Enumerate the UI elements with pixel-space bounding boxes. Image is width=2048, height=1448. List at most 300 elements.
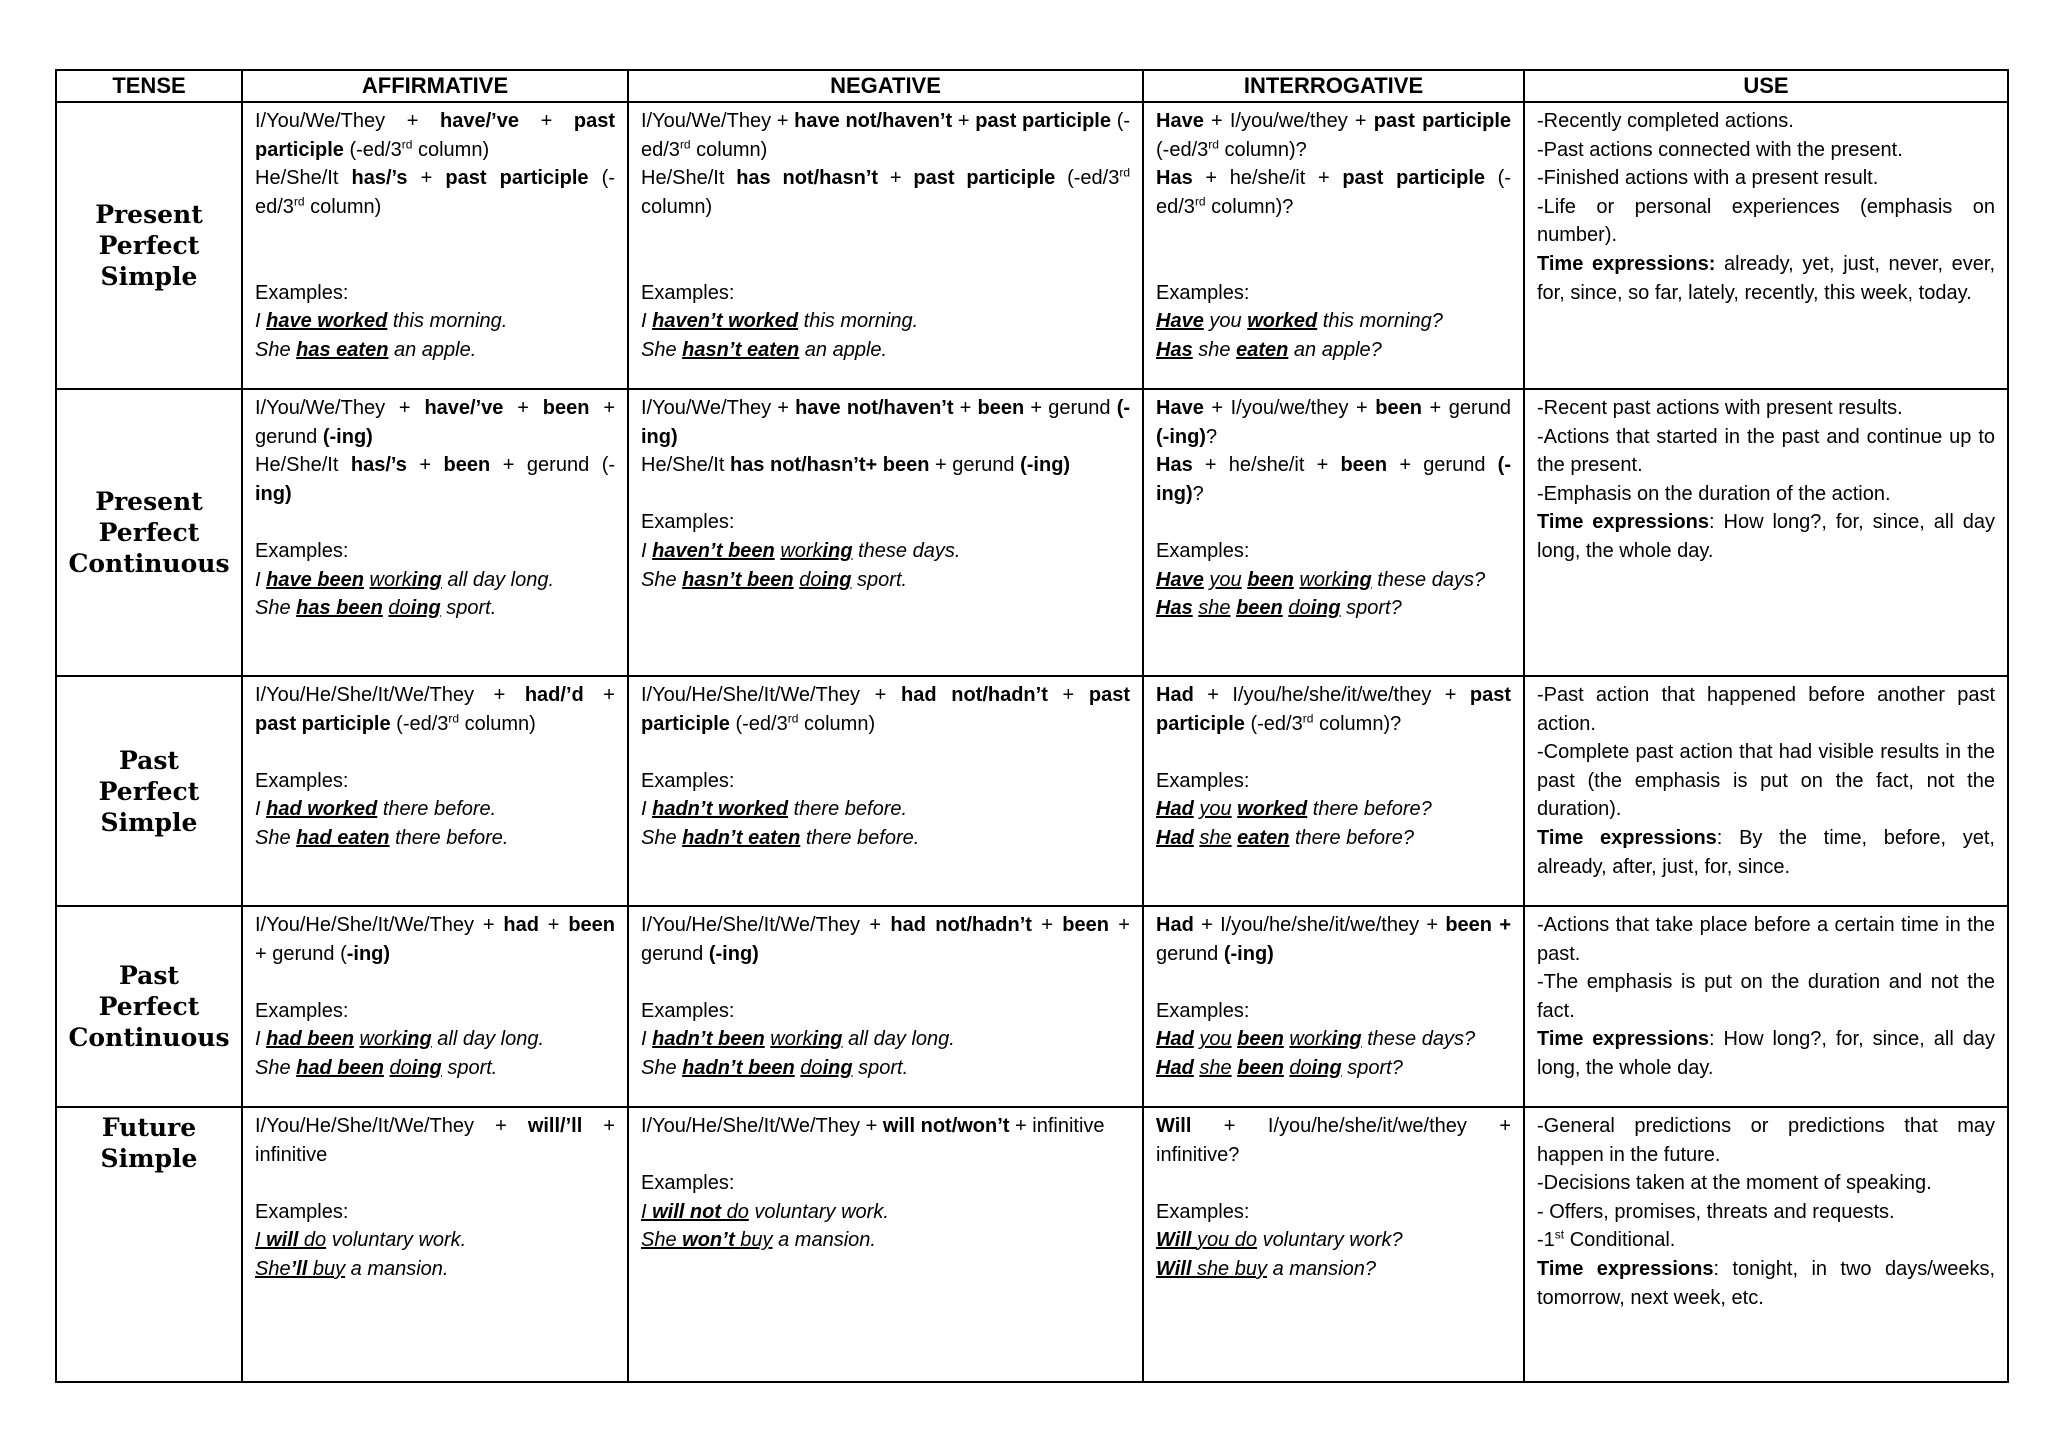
examples-label: Examples: — [255, 539, 349, 562]
row-future-simple — [56, 1107, 2008, 1382]
example-part: I — [641, 798, 647, 821]
tense-name — [56, 906, 242, 1107]
tense-word: Perfect — [98, 518, 200, 547]
example-verb: Will — [1156, 1229, 1192, 1252]
example-sentence — [641, 1198, 1130, 1227]
auxiliary: been — [1062, 914, 1109, 936]
tense-word: Continuous — [68, 1023, 230, 1052]
form-note: column) — [803, 712, 876, 735]
verb-form: infinitive? — [1156, 1143, 1240, 1166]
example-verb: had been — [296, 1056, 384, 1079]
examples-label: Examples: — [641, 999, 735, 1022]
example-part: all day long. — [447, 568, 555, 591]
auxiliary: have not/haven’t — [794, 110, 953, 132]
time-expressions — [1537, 1025, 1995, 1082]
form-note: (-ing) — [1223, 942, 1274, 965]
time-expressions-text: : How long?, for, since, all day long, the whole day. — [1537, 511, 1995, 562]
example-part: there before. — [395, 826, 509, 849]
verb-form: gerund — [1048, 397, 1111, 419]
example-verb: do — [389, 1056, 412, 1079]
example-sentence — [1156, 336, 1511, 365]
form-note: column)? — [1318, 712, 1402, 735]
example-verb: Had — [1156, 826, 1194, 849]
examples-label: Examples: — [255, 1200, 349, 1223]
example-sentence — [255, 566, 615, 595]
example-verb: Had — [1156, 1056, 1194, 1079]
question-mark: ? — [1192, 482, 1204, 505]
superscript: st — [1554, 1227, 1565, 1242]
examples-label: Examples: — [1156, 1200, 1250, 1223]
auxiliary: had — [503, 914, 539, 936]
example-part: you — [1209, 310, 1242, 333]
auxiliary: Will — [1156, 1115, 1192, 1137]
example-verb: hadn’t been — [652, 1028, 765, 1051]
use-cell — [1524, 676, 2008, 906]
auxiliary: will not/won’t — [882, 1115, 1010, 1137]
use-cell — [1524, 1107, 2008, 1382]
verb-form: past participle — [641, 684, 1130, 735]
example-verb: buy — [1234, 1257, 1267, 1280]
affirmative-cell: I/You/We/They + have/’ve + been + gerund (-ing) He/She/It has/’s + been + gerund (- ing) Examples: I have been working all day long. She has been doing sport. — [242, 389, 628, 676]
example-part: you — [1209, 568, 1242, 591]
example-sentence — [1156, 1255, 1511, 1284]
use-line: -Decisions taken at the moment of speaking. — [1537, 1172, 1932, 1195]
example-part: I — [255, 568, 261, 591]
question-mark: ? — [1205, 425, 1218, 448]
form-note: (-ing) — [1156, 454, 1511, 505]
example-verb: have been — [266, 568, 364, 591]
verb-form: gerund (- — [526, 454, 616, 477]
example-suffix: ing — [411, 568, 442, 591]
example-verb: had been — [266, 1028, 354, 1051]
example-sentence — [255, 307, 615, 336]
subject: I/You/We/They — [255, 110, 386, 132]
subject: He/She/It — [641, 167, 725, 190]
use-line: -General predictions or predictions that may happen in the future. — [1537, 1115, 1995, 1166]
subject: I/You/He/She/It/We/They — [641, 1115, 861, 1137]
time-expressions-label: Time expressions — [1537, 1028, 1709, 1051]
tense-word: Simple — [100, 262, 198, 291]
examples-label: Examples: — [255, 999, 349, 1022]
subject: he/she/it — [1229, 167, 1306, 190]
interrogative-cell: Have + I/you/we/they + been + gerund (-ing)? Has + he/she/it + been + gerund (-ing)? Examples: Have you been working these days? Has she been doing sport? — [1143, 389, 1524, 676]
example-sentence — [255, 594, 615, 623]
tense-name — [56, 1107, 242, 1382]
subject: I/you/he/she/it/we/they — [1232, 684, 1432, 706]
subject: I/you/he/she/it/we/they — [1220, 914, 1420, 936]
verb-form: gerund — [255, 425, 318, 448]
example-verb: Had — [1156, 798, 1194, 821]
affirmative-cell: I/You/We/They + have/’ve + past participle (-ed/3rd column) He/She/It has/’s + past participle (-ed/3rd column) Examples: I have worked this morning. She has eaten an apple. — [242, 102, 628, 389]
use-line: -Past action that happened before another past action. — [1537, 684, 1995, 735]
example-part: She — [641, 338, 677, 361]
auxiliary: has not/hasn’t+ — [729, 454, 878, 477]
example-verb: do — [799, 568, 822, 591]
example-verb: hadn’t been — [682, 1056, 795, 1079]
example-verb: do — [1289, 1056, 1312, 1079]
example-part: I — [255, 1028, 261, 1051]
example-part: sport? — [1346, 597, 1402, 620]
header-negative: NEGATIVE — [628, 70, 1143, 102]
auxiliary: been — [443, 454, 491, 477]
use-line: -Emphasis on the duration of the action. — [1537, 482, 1891, 505]
example-sentence — [1156, 594, 1511, 623]
superscript: rd — [1208, 136, 1219, 151]
example-part: She — [255, 597, 291, 620]
subject: I/You/We/They — [255, 397, 386, 419]
auxiliary: Had — [1156, 684, 1194, 706]
use-line: -The emphasis is put on the duration and not the fact. — [1537, 971, 1995, 1022]
examples-label: Examples: — [255, 281, 349, 304]
example-suffix: ing — [411, 1056, 442, 1079]
example-verb: worked — [1247, 310, 1318, 333]
form-note: (-ed/3 — [1067, 167, 1120, 190]
example-verb: hasn’t been — [682, 568, 794, 591]
time-expressions — [1537, 1255, 1995, 1312]
example-part: this morning. — [803, 310, 919, 333]
use-line-part: Conditional. — [1569, 1229, 1676, 1252]
example-part: sport. — [858, 1056, 909, 1079]
auxiliary: will/’ll — [527, 1115, 583, 1137]
auxiliary: been — [882, 454, 930, 477]
example-part: there before? — [1294, 826, 1414, 849]
time-expressions-text: : By the time, before, yet, already, after, just, for, since. — [1537, 826, 1995, 878]
example-part: I — [255, 310, 261, 333]
time-expressions-label: Time expressions — [1537, 826, 1717, 849]
example-part: these days? — [1377, 568, 1486, 591]
tense-word: Simple — [100, 1144, 198, 1173]
use-line: -Complete past action that had visible results in the past (the emphasis is put on the fact, not the duration). — [1537, 741, 1995, 821]
example-sentence — [1156, 1054, 1511, 1083]
verb-form: past participle — [445, 167, 589, 190]
example-part: I — [641, 1200, 647, 1223]
auxiliary: have/’ve — [424, 397, 504, 419]
example-verb: eaten — [1237, 826, 1290, 849]
example-verb: buy — [740, 1229, 773, 1252]
example-part: She — [255, 338, 291, 361]
use-line: -Life or personal experiences (emphasis on number). — [1537, 195, 1995, 247]
verb-form: infinitive — [1032, 1115, 1105, 1137]
example-sentence — [255, 1054, 615, 1083]
verb-form: past participle — [255, 110, 615, 161]
superscript: rd — [1194, 194, 1206, 209]
example-sentence — [641, 824, 1130, 853]
time-expressions-label: Time expressions: — [1537, 252, 1716, 275]
example-part: all day long. — [848, 1028, 955, 1051]
example-part: I — [255, 1229, 261, 1252]
time-expressions-text: already, yet, just, never, ever, for, since, so far, lately, recently, this week, today. — [1537, 252, 1996, 304]
example-part: She — [641, 826, 677, 849]
use-line — [1537, 1226, 1995, 1255]
superscript: rd — [293, 194, 305, 209]
form-note: (-ed/3 — [641, 110, 1131, 161]
example-suffix: ing — [1341, 568, 1372, 591]
example-part: there before. — [805, 826, 920, 849]
example-part: an apple? — [1293, 338, 1382, 361]
form-note: ing) — [255, 482, 292, 505]
example-part: a mansion? — [1272, 1257, 1376, 1280]
verb-form: gerund — [1423, 454, 1486, 477]
example-part: you — [1199, 1028, 1232, 1051]
example-part: these days? — [1367, 1028, 1476, 1051]
time-expressions-label: Time expressions — [1537, 511, 1709, 534]
example-part: a mansion. — [778, 1229, 876, 1252]
interrogative-cell: Have + I/you/we/they + past participle (-ed/3rd column)? Has + he/she/it + past participle (-ed/3rd column)? Examples: Have you worked this morning? Has she eaten an apple? — [1143, 102, 1524, 389]
example-verb: has been — [296, 597, 383, 620]
subject: I/you/we/they — [1230, 397, 1349, 419]
example-part: there before. — [793, 798, 908, 821]
example-part: a mansion. — [350, 1257, 449, 1280]
subject: I/You/He/She/It/We/They — [641, 914, 861, 936]
row-past-perfect-continuous — [56, 906, 2008, 1107]
example-suffix: ing — [812, 1028, 843, 1051]
example-sentence — [641, 1226, 1130, 1255]
verb-form: gerund — [952, 454, 1015, 477]
example-part: She — [641, 568, 677, 591]
tense-word: Simple — [100, 807, 198, 837]
examples-label: Examples: — [641, 281, 735, 304]
example-part: she — [1199, 1056, 1232, 1079]
superscript: rd — [401, 136, 413, 151]
form-note: (-ed/3 — [1156, 167, 1511, 218]
example-sentence — [255, 1025, 615, 1054]
header-interrogative: INTERROGATIVE — [1143, 70, 1524, 102]
use-cell — [1524, 389, 2008, 676]
example-suffix: ing — [822, 539, 853, 562]
example-verb: Had — [1156, 1028, 1194, 1051]
form-note: (-ing) — [641, 397, 1131, 448]
auxiliary: have not/haven’t — [795, 397, 954, 419]
use-line: -Finished actions with a present result. — [1537, 167, 1879, 190]
form-note: column)? — [1211, 195, 1294, 218]
example-sentence — [255, 1226, 615, 1255]
example-verb: do — [1288, 597, 1311, 620]
affirmative-cell: I/You/He/She/It/We/They + had/’d + past participle (-ed/3rd column) Examples: I had worked there before. She had eaten there before. — [242, 676, 628, 906]
form-note: (-ed/3 — [255, 167, 615, 218]
use-line-part: -1 — [1537, 1229, 1555, 1252]
auxiliary: Have — [1156, 397, 1204, 419]
form-note: (-ed/3 — [1250, 712, 1303, 735]
example-verb: won’t — [682, 1229, 735, 1252]
example-verb: been — [1247, 568, 1294, 591]
header-affirmative: AFFIRMATIVE — [242, 70, 628, 102]
time-expressions-label: Time expressions — [1537, 1257, 1714, 1280]
header-tense: TENSE — [56, 70, 242, 102]
subject: I/You/He/She/It/We/They — [255, 1115, 475, 1137]
example-verb: haven’t worked — [652, 310, 799, 333]
auxiliary: has not/hasn’t — [736, 167, 879, 190]
tense-word: Past — [119, 745, 179, 775]
example-verb: hasn’t eaten — [682, 338, 800, 361]
time-expressions — [1537, 508, 1995, 565]
example-verb: had worked — [266, 798, 378, 821]
example-sentence — [641, 566, 1130, 595]
example-verb: do — [726, 1200, 749, 1223]
tense-word: Perfect — [98, 231, 200, 260]
interrogative-cell: Will + I/you/he/she/it/we/they + infinitive? Examples: Will you do voluntary work? Will she buy a mansion? — [1143, 1107, 1524, 1382]
subject: I/You/We/They — [641, 110, 772, 132]
example-sentence — [1156, 566, 1511, 595]
example-sentence — [1156, 1226, 1511, 1255]
example-verb: do — [800, 1056, 823, 1079]
example-verb: Have — [1156, 310, 1204, 333]
header-use: USE — [1524, 70, 2008, 102]
example-part: an apple. — [804, 338, 888, 361]
example-part: you — [1199, 798, 1232, 821]
subject: I/You/He/She/It/We/They — [255, 684, 475, 706]
negative-cell: I/You/We/They + have not/haven’t + been + gerund (-ing) He/She/It has not/hasn’t+ been + gerund (-ing) Examples: I haven’t been working these days. She hasn’t been doing sport. — [628, 389, 1143, 676]
example-verb: Have — [1156, 568, 1204, 591]
example-part: this morning. — [392, 310, 508, 333]
example-part: there before. — [382, 798, 497, 821]
examples-label: Examples: — [1156, 539, 1250, 562]
verb-form: past participle — [1342, 167, 1486, 190]
example-part: she — [1198, 338, 1231, 361]
subject: I/You/He/She/It/We/They — [641, 684, 861, 706]
example-verb: work — [359, 1028, 402, 1051]
form-note: (-ing) — [1020, 454, 1071, 477]
form-note: (-ing) — [1156, 425, 1206, 448]
affirmative-cell: I/You/He/She/It/We/They + had + been + gerund (-ing) Examples: I had been working all day long. She had been doing sport. — [242, 906, 628, 1107]
subject: I/You/He/She/It/We/They — [255, 914, 475, 936]
example-part: I — [255, 798, 261, 821]
subject: he/she/it — [1228, 454, 1305, 477]
form-note: (-ing) — [322, 425, 373, 448]
use-line: -Actions that take place before a certain time in the past. — [1537, 914, 1995, 965]
example-sentence — [641, 795, 1130, 824]
example-suffix: ing — [1310, 597, 1341, 620]
header-row — [56, 70, 2008, 102]
form-note: column) — [641, 195, 713, 218]
auxiliary: been — [977, 397, 1025, 419]
tense-word: Present — [95, 487, 203, 516]
example-sentence — [641, 1025, 1130, 1054]
subject: He/She/It — [255, 167, 339, 190]
example-verb: do — [1234, 1229, 1257, 1252]
affirmative-cell: I/You/He/She/It/We/They + will/’ll + infinitive Examples: I will do voluntary work. She’ll buy a mansion. — [242, 1107, 628, 1382]
example-verb: work — [1299, 568, 1342, 591]
example-verb: Will — [1156, 1257, 1192, 1280]
auxiliary: has/’s — [350, 454, 407, 477]
example-suffix: ing — [1331, 1028, 1362, 1051]
example-verb: been — [1237, 1028, 1284, 1051]
verb-form: past participle — [975, 110, 1111, 132]
form-note: (-ed/3 — [735, 712, 788, 735]
verb-form: past participle — [1373, 110, 1512, 132]
example-suffix: ing — [822, 1056, 853, 1079]
example-part: voluntary work. — [754, 1200, 889, 1223]
example-part: I — [641, 310, 647, 333]
form-note: -ing) — [346, 942, 391, 965]
form-note: column) — [464, 712, 536, 735]
subject: I/you/he/she/it/we/they — [1267, 1115, 1467, 1137]
example-suffix: ing — [1311, 1056, 1342, 1079]
subject: I/You/We/They — [641, 397, 772, 419]
example-part: sport? — [1347, 1056, 1403, 1079]
examples-label: Examples: — [641, 511, 735, 534]
form-note: (-ed/3 — [349, 138, 402, 161]
example-sentence — [1156, 1025, 1511, 1054]
tense-word: Perfect — [98, 992, 200, 1021]
negative-cell: I/You/He/She/It/We/They + had not/hadn’t + been + gerund (-ing) Examples: I hadn’t been working all day long. She hadn’t been doing sport. — [628, 906, 1143, 1107]
tense-word: Perfect — [98, 776, 200, 806]
superscript: rd — [1302, 710, 1314, 725]
auxiliary: had not/hadn’t — [901, 684, 1048, 706]
form-note: column)? — [1224, 138, 1307, 161]
subject: He/She/It — [641, 454, 725, 477]
example-verb: Has — [1156, 597, 1193, 620]
example-part: She — [641, 1056, 677, 1079]
example-verb: hadn’t worked — [652, 798, 789, 821]
superscript: rd — [679, 136, 691, 151]
verb-form: gerund — [1448, 397, 1512, 419]
example-verb: work — [780, 539, 823, 562]
row-present-perfect-continuous — [56, 389, 2008, 676]
auxiliary: Has — [1156, 454, 1193, 477]
verb-form: gerund — [1156, 942, 1219, 965]
use-cell — [1524, 906, 2008, 1107]
example-verb: worked — [1237, 798, 1308, 821]
example-verb: will — [266, 1229, 299, 1252]
tense-word: Present — [95, 200, 203, 229]
auxiliary: been — [542, 397, 590, 419]
example-part: sport. — [447, 1056, 498, 1079]
example-part: She — [255, 1257, 291, 1280]
examples-label: Examples: — [1156, 769, 1250, 792]
example-verb: Has — [1156, 338, 1193, 361]
example-verb: been — [1236, 597, 1283, 620]
superscript: rd — [1119, 165, 1130, 180]
example-verb: eaten — [1236, 338, 1289, 361]
example-verb: haven’t been — [652, 539, 775, 562]
tense-name — [56, 676, 242, 906]
example-verb: do — [388, 597, 411, 620]
verb-form: past participle — [913, 167, 1056, 190]
use-line: - Offers, promises, threats and requests. — [1537, 1200, 1895, 1223]
example-suffix: ing — [821, 568, 852, 591]
negative-cell: I/You/He/She/It/We/They + will not/won’t + infinitive Examples: I will not do voluntary work. She won’t buy a mansion. — [628, 1107, 1143, 1382]
auxiliary: has/’s — [351, 167, 408, 190]
use-cell — [1524, 102, 2008, 389]
example-verb: hadn’t eaten — [682, 826, 801, 849]
superscript: rd — [787, 710, 799, 725]
examples-label: Examples: — [1156, 999, 1250, 1022]
form-note: column) — [417, 138, 490, 161]
tenses-table — [55, 69, 2009, 1383]
example-verb: do — [303, 1229, 327, 1252]
example-part: She — [255, 826, 291, 849]
auxiliary: been — [1340, 454, 1388, 477]
example-verb: been — [1237, 1056, 1284, 1079]
auxiliary: Had — [1156, 914, 1194, 936]
verb-form: gerund ( — [272, 942, 347, 965]
tense-name — [56, 389, 242, 676]
example-verb: work — [770, 1028, 813, 1051]
example-verb: ’ll — [290, 1257, 308, 1280]
example-sentence — [255, 824, 615, 853]
example-sentence — [255, 1255, 615, 1284]
example-part: She — [255, 1056, 291, 1079]
example-part: she — [1199, 826, 1232, 849]
verb-form: infinitive — [255, 1143, 328, 1166]
auxiliary: been + — [1445, 914, 1511, 936]
example-verb: have worked — [266, 310, 388, 333]
example-part: voluntary work. — [331, 1229, 467, 1252]
interrogative-cell: Had + I/you/he/she/it/we/they + past participle (-ed/3rd column)? Examples: Had you worked there before? Had she eaten there before? — [1143, 676, 1524, 906]
auxiliary: been — [1375, 397, 1422, 419]
example-verb: work — [1289, 1028, 1332, 1051]
row-past-perfect-simple — [56, 676, 2008, 906]
